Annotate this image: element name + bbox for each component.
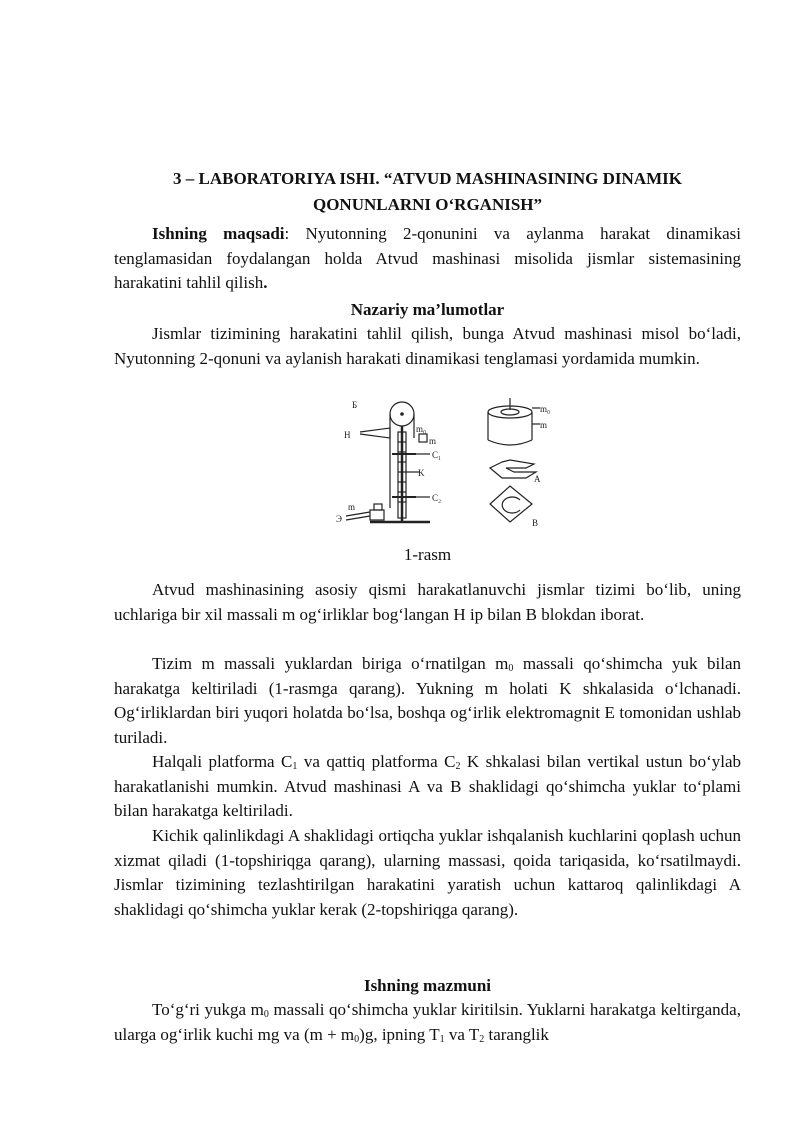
shape-a — [490, 460, 536, 478]
label-e: Э — [336, 514, 342, 524]
h-bracket — [360, 428, 390, 438]
label-m0-top: m₀ — [416, 424, 427, 434]
p6-sub-1: 0 — [263, 1009, 269, 1020]
content-paragraph-1 — [114, 998, 741, 1047]
shape-b — [490, 486, 532, 522]
atwood-machine-figure — [330, 398, 550, 532]
p4-text-b: va qattiq platforma C — [297, 752, 456, 771]
p6-text-d: va T — [444, 1024, 480, 1044]
label-b-right: B — [532, 518, 539, 528]
weight-m-bottom — [370, 510, 384, 520]
body-paragraph-3 — [114, 652, 741, 750]
label-c2: C₂ — [432, 493, 442, 503]
label-c1: C₁ — [432, 450, 442, 460]
figure-caption: 1-rasm — [403, 545, 452, 564]
title-line-2: QONUNLARNI O‘RGANISH” — [312, 195, 543, 214]
theory-heading: Nazariy ma’lumotlar — [350, 300, 505, 319]
p4-text-c: K shkalasi bilan vertikal ustun bo‘ylab harakatlanishi mumkin. Atvud mashinasi A va B shaklidagi qo‘shimcha yuklar to‘plami bilan harakatga keltiriladi. — [114, 752, 742, 820]
label-m-bottom: m — [348, 502, 356, 512]
label-k: K — [418, 468, 425, 478]
purpose-text: : Nyutonning 2-qonunini va aylanma harakat dinamikasi tenglamasidan foydalangan holda Atvud mashinasi misolida jismlar sistemasining harakatini tahlil qilish — [114, 224, 741, 292]
p4-sub-2: 2 — [455, 761, 461, 772]
body-paragraph-2: Atvud mashinasining asosiy qismi harakatlanuvchi jismlar tizimi bo‘lib, uning uchlariga bir xil massali m og‘irliklar bog‘langan H ip bilan B blokdan iborat. — [114, 580, 741, 624]
weight-m0-top — [419, 434, 427, 442]
p6-text-e: taranglik — [484, 1024, 549, 1044]
p4-sub-1: 1 — [292, 761, 298, 772]
p4-text-a: Halqali platforma C — [152, 752, 293, 771]
page-title — [114, 166, 741, 218]
p6-text-b: massali qo‘shimcha yuklar kiritilsin. Yuklarni harakatga keltirganda, ularga og‘irlik kuchi mg va (m + m — [114, 1000, 741, 1044]
purpose-end: . — [263, 273, 268, 292]
p6-sub-3: 1 — [439, 1033, 445, 1045]
p6-text-c: )g, ipning T — [359, 1024, 440, 1044]
label-m-top: m — [429, 436, 437, 446]
label-a-right: A — [534, 474, 541, 484]
p6-text-a: To‘g‘ri yukga m — [152, 1000, 264, 1019]
label-b: Б — [352, 400, 358, 410]
content-heading: Ishning mazmuni — [363, 976, 492, 995]
theory-paragraph-1: Jismlar tizimining harakatini tahlil qilish, bunga Atvud mashinasi misol bo‘ladi, Nyutonning 2-qonuni va aylanish harakati dinamikasi tenglamasi yordamida mumkin. — [114, 324, 741, 368]
label-m-right: m — [540, 420, 548, 430]
label-m0-right: m₀ — [540, 404, 550, 414]
p3-text-b: massali qo‘shimcha yuk bilan harakatga keltiriladi (1-rasmga qarang). Yukning m holati K shkalasida o‘lchanadi. Og‘irliklardan biri yuqori holatda bo‘lsa, boshqa og‘irlik elektromagnit E tomonidan ushlab turiladi. — [114, 654, 741, 747]
label-h: H — [344, 430, 351, 440]
p6-sub-4: 2 — [479, 1033, 485, 1045]
p3-sub: 0 — [508, 663, 514, 674]
p3-text-a: Tizim m massali yuklardan biriga o‘rnatilgan m — [152, 654, 509, 673]
purpose-paragraph — [114, 222, 741, 296]
title-line-1: 3 – LABORATORIYA ISHI. “ATVUD MASHINASINING DINAMIK — [173, 169, 682, 188]
p6-sub-2: 0 — [354, 1033, 360, 1045]
body-paragraph-4 — [114, 750, 741, 824]
body-paragraph-5: Kichik qalinlikdagi A shaklidagi ortiqcha yuklar ishqalanish kuchlarini qoplash uchun xizmat qiladi (1-topshiriqga qarang), ularning massasi, qoida tariqasida, ko‘rsatilmaydi. Jismlar tizimining tezlashtirilgan harakatini yaratish uchun kattaroq qalinlikdagi A shaklidagi qo‘shimcha yuklar kerak (2-topshiriqga qarang). — [114, 826, 741, 919]
purpose-label: Ishning maqsadi — [152, 224, 285, 243]
